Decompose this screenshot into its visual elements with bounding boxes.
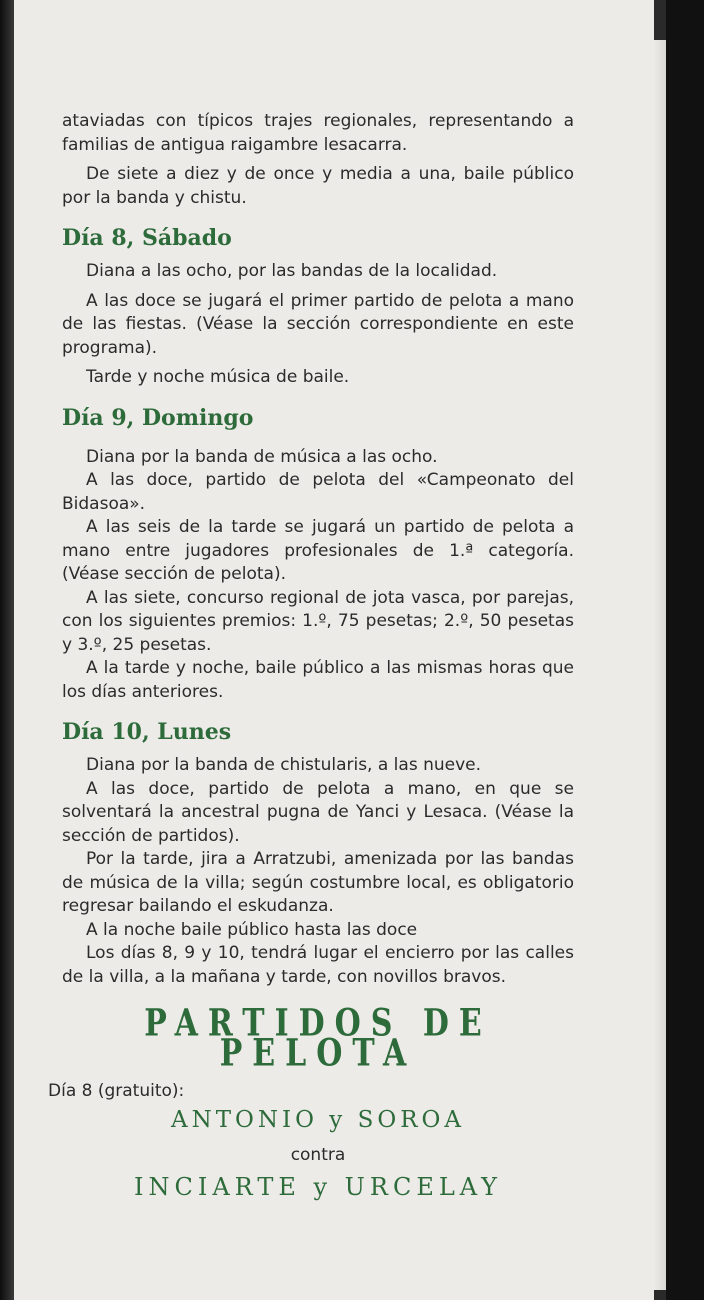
intro-paragraph: De siete a diez y de once y media a una, baile público por la banda y chistu. xyxy=(62,164,574,208)
day-paragraph: Diana por la banda de chistularis, a las nueve. xyxy=(86,755,482,775)
match-label: Día 8 (gratuito): xyxy=(48,1081,185,1101)
day-heading-8: Día 8, Sábado xyxy=(62,225,232,251)
day-paragraph: A las doce se jugará el primer partido de pelota a mano de las fiestas. (Véase la sección correspondiente en este programa). xyxy=(62,290,574,358)
day-paragraph: A las seis de la tarde se jugará un partido de pelota a mano entre jugadores profesionales de 1.ª categoría. (Véase sección de pelota). xyxy=(62,517,574,584)
day-heading-10: Día 10, Lunes xyxy=(62,719,232,745)
day-paragraph: A las doce, partido de pelota a mano, en que se solventará la ancestral pugna de Yanci y Lesaca. (Véase la sección de partidos). xyxy=(62,778,574,846)
intro-paragraph: ataviadas con típicos trajes regionales, representando a familias de antigua raigambre lesacarra. xyxy=(62,111,574,155)
day-heading-9: Día 9, Domingo xyxy=(62,404,254,431)
scan-right-edge xyxy=(666,0,704,1300)
versus-label: contra xyxy=(290,1144,346,1165)
day-paragraph: A las doce, partido de pelota del «Campeonato del Bidasoa». xyxy=(62,470,574,514)
day-paragraph: Los días 8, 9 y 10, tendrá lugar el encierro por las calles de la villa, a la mañana y tarde, con novillos bravos. xyxy=(62,943,574,987)
day-paragraph: A las siete, concurso regional de jota vasca, por parejas, con los siguientes premios: 1.º, 75 pesetas; 2.º, 50 pesetas y 3.º, 25 pesetas. xyxy=(62,587,574,655)
scan-left-edge xyxy=(0,0,14,1300)
page-content xyxy=(48,110,574,1203)
day-paragraph: Por la tarde, jira a Arratzubi, amenizada por las bandas de música de la villa; según costumbre local, es obligatorio regresar bailando el eskudanza. xyxy=(62,849,574,916)
day-paragraph: A la noche baile público hasta las doce xyxy=(86,919,418,940)
day-paragraph: Tarde y noche música de baile. xyxy=(86,367,350,387)
team-a: ANTONIO y SOROA xyxy=(170,1106,465,1133)
team-b: INCIARTE y URCELAY xyxy=(134,1173,502,1201)
pelota-section-title: PARTIDOS DE PELOTA xyxy=(144,1001,492,1075)
day-paragraph: A la tarde y noche, baile público a las mismas horas que los días anteriores. xyxy=(62,658,574,702)
day-paragraph: Diana por la banda de música a las ocho. xyxy=(86,446,438,467)
day-paragraph: Diana a las ocho, por las bandas de la localidad. xyxy=(86,261,498,281)
